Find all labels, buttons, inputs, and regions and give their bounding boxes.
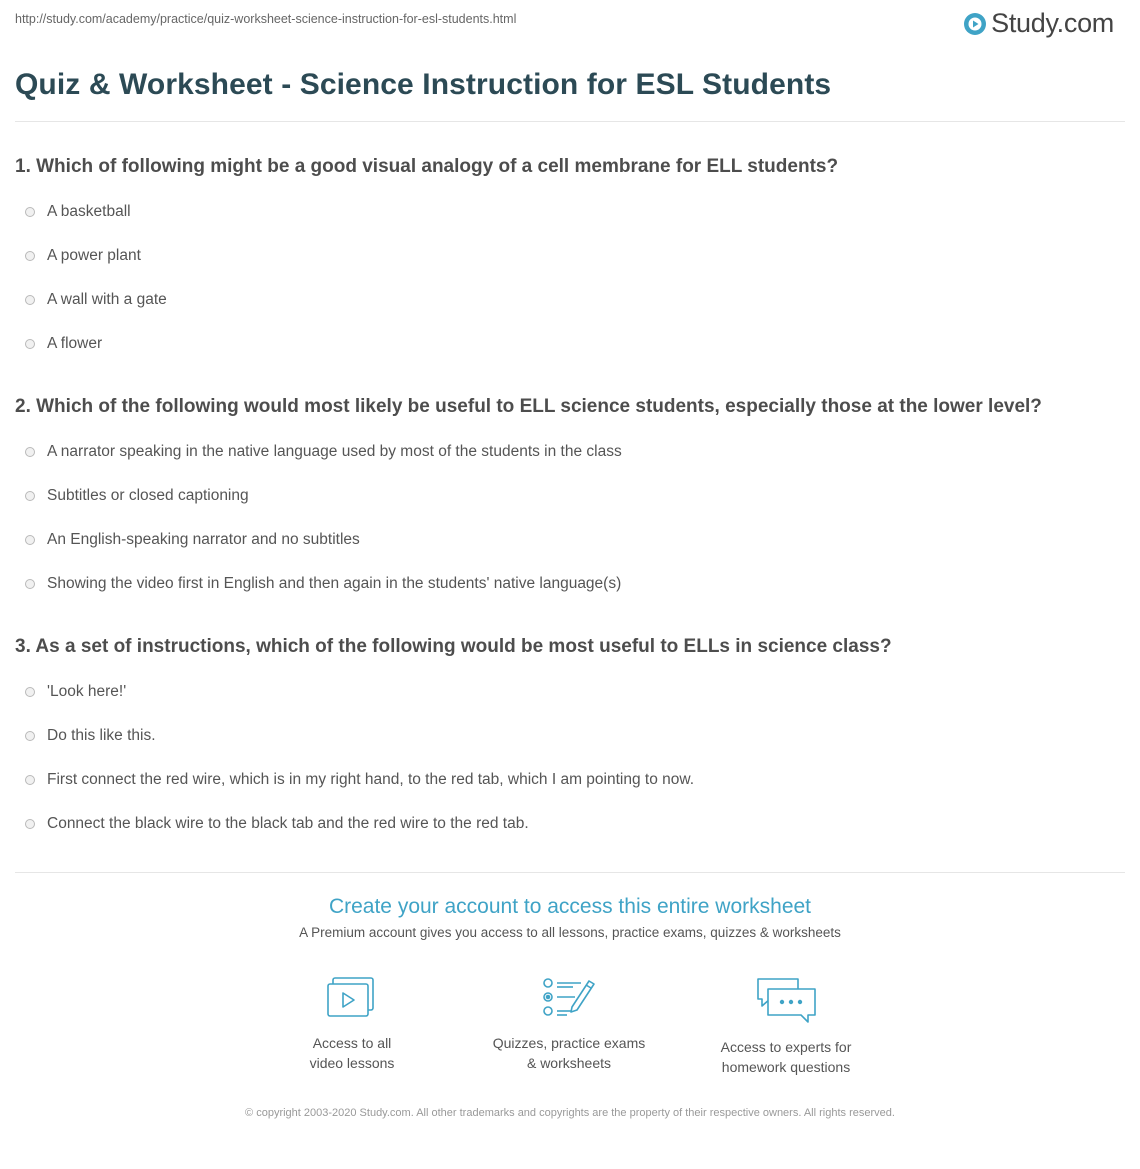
- answer-options: [15, 670, 1125, 846]
- answer-option[interactable]: [15, 562, 1125, 606]
- radio-button[interactable]: [25, 447, 35, 457]
- radio-button[interactable]: [25, 251, 35, 261]
- feature-experts: [686, 975, 886, 1077]
- answer-label: Connect the black wire to the black tab and the red wire to the red tab.: [47, 815, 529, 832]
- answer-option[interactable]: [15, 714, 1125, 758]
- feature-label: Access to all video lessons: [309, 1035, 395, 1071]
- feature-video-lessons: [252, 975, 452, 1073]
- radio-button[interactable]: [25, 491, 35, 501]
- answer-label: A narrator speaking in the native language used by most of the students in the class: [47, 443, 622, 460]
- answer-option[interactable]: [15, 802, 1125, 846]
- study-logo[interactable]: [963, 8, 1114, 39]
- answer-option[interactable]: [15, 518, 1125, 562]
- answer-option[interactable]: [15, 670, 1125, 714]
- page-url[interactable]: http://study.com/academy/practice/quiz-worksheet-science-instruction-for-esl-students.html: [15, 12, 517, 26]
- answer-label: First connect the red wire, which is in my right hand, to the red tab, which I am pointing to now.: [47, 771, 695, 788]
- question-3: [15, 635, 1125, 846]
- answer-label: Do this like this.: [47, 727, 156, 744]
- cta-subtitle: A Premium account gives you access to all lessons, practice exams, quizzes & worksheets: [299, 925, 841, 940]
- feature-quizzes: [469, 975, 669, 1073]
- cta-divider: [15, 872, 1125, 873]
- answer-label: A power plant: [47, 247, 141, 264]
- answer-label: A flower: [47, 335, 103, 352]
- radio-button[interactable]: [25, 731, 35, 741]
- answer-option[interactable]: [15, 278, 1125, 322]
- radio-button[interactable]: [25, 339, 35, 349]
- answer-option[interactable]: [15, 190, 1125, 234]
- feature-label: Access to experts for homework questions: [720, 1039, 852, 1075]
- question-2: [15, 395, 1125, 606]
- answer-label: Showing the video first in English and then again in the students' native language(s): [47, 575, 622, 592]
- question-1: [15, 155, 1125, 366]
- video-lessons-icon: [326, 975, 378, 1021]
- answer-option[interactable]: [15, 322, 1125, 366]
- answer-options: [15, 190, 1125, 366]
- answer-option[interactable]: [15, 234, 1125, 278]
- page-title: Quiz & Worksheet - Science Instruction for ESL Students: [15, 68, 832, 101]
- radio-button[interactable]: [25, 579, 35, 589]
- question-text: 1. Which of following might be a good visual analogy of a cell membrane for ELL students?: [15, 156, 839, 177]
- answer-label: 'Look here!': [47, 683, 127, 700]
- title-divider: [15, 121, 1125, 122]
- radio-button[interactable]: [25, 207, 35, 217]
- answer-option[interactable]: [15, 474, 1125, 518]
- chat-bubbles-icon: [754, 975, 818, 1025]
- question-text: 2. Which of the following would most likely be useful to ELL science students, especially those at the lower level?: [15, 396, 1042, 417]
- answer-option[interactable]: [15, 758, 1125, 802]
- answer-options: [15, 430, 1125, 606]
- answer-label: An English-speaking narrator and no subtitles: [47, 531, 360, 548]
- create-account-link[interactable]: Create your account to access this entire worksheet: [328, 895, 812, 918]
- quiz-checklist-icon: [541, 975, 597, 1021]
- radio-button[interactable]: [25, 295, 35, 305]
- answer-label: Subtitles or closed captioning: [47, 487, 249, 504]
- copyright-notice: © copyright 2003-2020 Study.com. All other trademarks and copyrights are the property of their respective owners. All rights reserved.: [245, 1107, 895, 1119]
- radio-button[interactable]: [25, 775, 35, 785]
- answer-label: A basketball: [47, 203, 131, 220]
- radio-button[interactable]: [25, 535, 35, 545]
- question-text: 3. As a set of instructions, which of the following would be most useful to ELLs in science class?: [15, 636, 892, 657]
- radio-button[interactable]: [25, 819, 35, 829]
- answer-label: A wall with a gate: [47, 291, 167, 308]
- study-play-icon: [963, 12, 987, 36]
- logo-text: Study.com: [991, 8, 1114, 38]
- feature-label: Quizzes, practice exams & worksheets: [492, 1035, 646, 1071]
- radio-button[interactable]: [25, 687, 35, 697]
- answer-option[interactable]: [15, 430, 1125, 474]
